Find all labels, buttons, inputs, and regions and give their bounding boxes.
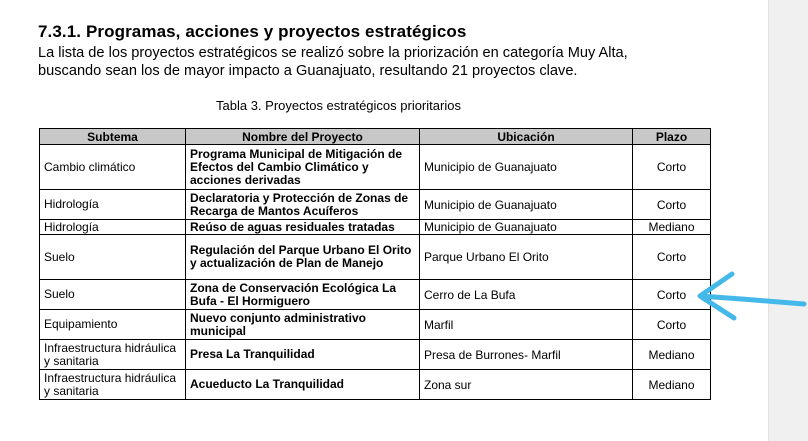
header-ubicacion: Ubicación bbox=[420, 129, 633, 145]
header-proyecto: Nombre del Proyecto bbox=[186, 129, 420, 145]
table-row bbox=[40, 145, 711, 190]
table-row bbox=[40, 340, 711, 370]
header-plazo: Plazo bbox=[633, 129, 711, 145]
intro-line-2: buscando sean los de mayor impacto a Guanajuato, resultando 21 proyectos clave. bbox=[38, 63, 578, 79]
cell-ubicacion: Marfil bbox=[420, 310, 633, 340]
cell-proyecto: Regulación del Parque Urbano El Orito y actualización de Plan de Manejo bbox=[186, 235, 420, 280]
table-caption: Tabla 3. Proyectos estratégicos prioritarios bbox=[216, 98, 461, 113]
cell-subtema: Equipamiento bbox=[40, 310, 186, 340]
cell-proyecto: Programa Municipal de Mitigación de Efectos del Cambio Climático y acciones derivadas bbox=[186, 145, 420, 190]
cell-ubicacion: Parque Urbano El Orito bbox=[420, 235, 633, 280]
table-row bbox=[40, 370, 711, 400]
cell-subtema: Suelo bbox=[40, 235, 186, 280]
cell-ubicacion: Municipio de Guanajuato bbox=[420, 145, 633, 190]
section-heading: 7.3.1. Programas, acciones y proyectos estratégicos bbox=[38, 22, 467, 41]
cell-ubicacion: Municipio de Guanajuato bbox=[420, 220, 633, 235]
cell-proyecto: Declaratoria y Protección de Zonas de Recarga de Mantos Acuíferos bbox=[186, 190, 420, 220]
table-row bbox=[40, 310, 711, 340]
cell-proyecto: Reúso de aguas residuales tratadas bbox=[186, 220, 420, 235]
cell-proyecto: Acueducto La Tranquilidad bbox=[186, 370, 420, 400]
cell-subtema: Hidrología bbox=[40, 190, 186, 220]
cell-ubicacion: Cerro de La Bufa bbox=[420, 280, 633, 310]
cell-subtema: Hidrología bbox=[40, 220, 186, 235]
cell-plazo: Mediano bbox=[633, 340, 711, 370]
cell-subtema: Infraestructura hidráulica y sanitaria bbox=[40, 370, 186, 400]
cell-plazo: Corto bbox=[633, 145, 711, 190]
cell-plazo: Mediano bbox=[633, 220, 711, 235]
table-row bbox=[40, 190, 711, 220]
cell-subtema: Cambio climático bbox=[40, 145, 186, 190]
cell-plazo: Corto bbox=[633, 280, 711, 310]
cell-proyecto: Nuevo conjunto administrativo municipal bbox=[186, 310, 420, 340]
cell-subtema: Suelo bbox=[40, 280, 186, 310]
table-header-row bbox=[40, 129, 711, 145]
cell-ubicacion: Presa de Burrones- Marfil bbox=[420, 340, 633, 370]
intro-line-1: La lista de los proyectos estratégicos se realizó sobre la priorización en categoría Muy Alta, bbox=[38, 45, 628, 61]
cell-ubicacion: Zona sur bbox=[420, 370, 633, 400]
arrow-left-icon bbox=[690, 266, 808, 326]
table-row bbox=[40, 220, 711, 235]
cell-plazo: Mediano bbox=[633, 370, 711, 400]
cell-plazo: Corto bbox=[633, 235, 711, 280]
cell-proyecto: Presa La Tranquilidad bbox=[186, 340, 420, 370]
table-row bbox=[40, 235, 711, 280]
cell-proyecto: Zona de Conservación Ecológica La Bufa - El Hormiguero bbox=[186, 280, 420, 310]
cell-plazo: Corto bbox=[633, 190, 711, 220]
cell-ubicacion: Municipio de Guanajuato bbox=[420, 190, 633, 220]
cell-subtema: Infraestructura hidráulica y sanitaria bbox=[40, 340, 186, 370]
projects-table bbox=[39, 128, 711, 400]
viewer-gutter bbox=[768, 0, 808, 441]
table-row bbox=[40, 280, 711, 310]
intro-paragraph bbox=[38, 44, 738, 80]
cell-plazo: Corto bbox=[633, 310, 711, 340]
header-subtema: Subtema bbox=[40, 129, 186, 145]
